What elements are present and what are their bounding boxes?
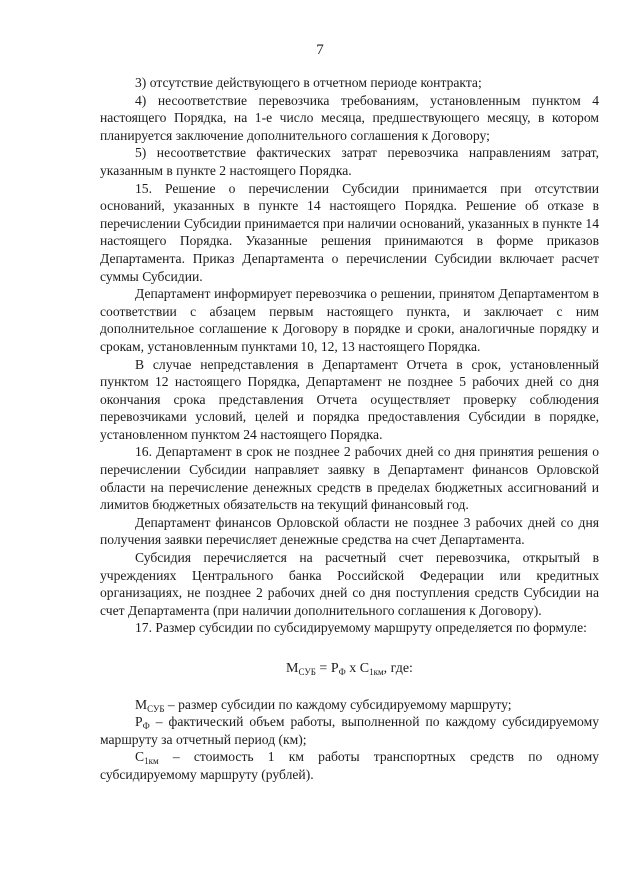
definition [100, 696, 599, 714]
definition-text: – стоимость 1 км работы транспортных средств по одному субсидируемому маршруту (рублей). [100, 749, 599, 782]
paragraph: 4) несоответствие перевозчика требованиям, установленным пунктом 4 настоящего Порядка, на 1-е число месяца, предшествующего месяцу, в котором планируется заключение дополнительного соглашения к Договору; [100, 92, 599, 143]
definition-subscript: СУБ [147, 703, 165, 714]
paragraph: Департамент информирует перевозчика о решении, принятом Департаментом в соответствии с абзацем первым настоящего пункта, и заключает с ним дополнительное соглашение к Договору в порядке и сроки, аналогичные порядку и срокам, установленным пунктами 10, 12, 13 настоящего Порядка. [100, 286, 599, 354]
formula-symbol: М [286, 661, 299, 676]
document-body [100, 74, 599, 784]
definition-symbol: С [135, 749, 145, 765]
definition-text: – размер субсидии по каждому субсидируемому маршруту; [164, 696, 512, 712]
definition-symbol: Р [135, 714, 143, 730]
paragraph: 17. Размер субсидии по субсидируемому маршруту определяется по формуле: [135, 620, 587, 636]
paragraph: 3) отсутствие действующего в отчетном периоде контракта; [135, 75, 482, 90]
paragraph: В случае непредставления в Департамент Отчета в срок, установленный пунктом 12 настоящего Порядка, Департамент не позднее 5 рабочих дней со дня окончания срока представления Отчета осуществляет проверку соблюдения перевозчиками условий, целей и порядка предоставления Субсидии в порядке, установленном пунктом 24 настоящего Порядка. [100, 356, 599, 442]
formula-subscript: СУБ [298, 667, 316, 677]
formula-operator: х [345, 661, 360, 676]
formula-tail: , где: [383, 661, 413, 676]
definition-text: – фактический объем работы, выполненной по каждому субсидируемому маршруту за отчетный период (км); [100, 714, 599, 747]
formula-subscript: Ф [338, 667, 346, 677]
paragraph: 15. Решение о перечислении Субсидии принимается при отсутствии оснований, указанных в пункте 14 настоящего Порядка. Решение об отказе в перечислении Субсидии принимается при наличии оснований, указанных в пункте 14 настоящего Порядка. Указанные решения принимаются в форме приказов Департамента. Приказ Департамента о перечислении Субсидии включает расчет суммы Субсидии. [100, 180, 599, 284]
definition-symbol: М [135, 696, 148, 712]
paragraph: Департамент финансов Орловской области не позднее 3 рабочих дней со дня получения заявки перечисляет денежные средства на счет Департамента. [100, 514, 599, 548]
formula-subscript: 1км [369, 667, 384, 677]
definition [100, 748, 599, 783]
paragraph: Субсидия перечисляется на расчетный счет перевозчика, открытый в учреждениях Центрального банка Российской Федерации или кредитных организациях, не позднее 2 рабочих дней со дня поступления средств Субсидии на счет Департамента (при наличии дополнительного соглашения к Договору). [100, 550, 599, 618]
paragraph: 16. Департамент в срок не позднее 2 рабочих дней со дня принятия решения о перечислении Субсидии направляет заявку в Департамент финансов Орловской области на перечисление денежных средств в пределах бюджетных ассигнований и лимитов бюджетных обязательств на текущий финансовый год. [100, 444, 599, 513]
formula-symbol: Р [330, 661, 339, 676]
formula-operator: = [315, 661, 331, 676]
definition-subscript: Ф [142, 721, 150, 732]
definition [100, 713, 599, 748]
page-number: 7 [316, 42, 324, 58]
subsidy-formula [100, 660, 599, 678]
definition-subscript: 1км [144, 756, 159, 767]
formula-symbol: С [359, 661, 370, 676]
paragraph: 5) несоответствие фактических затрат перевозчика направлениям затрат, указанным в пункте 2 настоящего Порядка. [100, 145, 599, 178]
